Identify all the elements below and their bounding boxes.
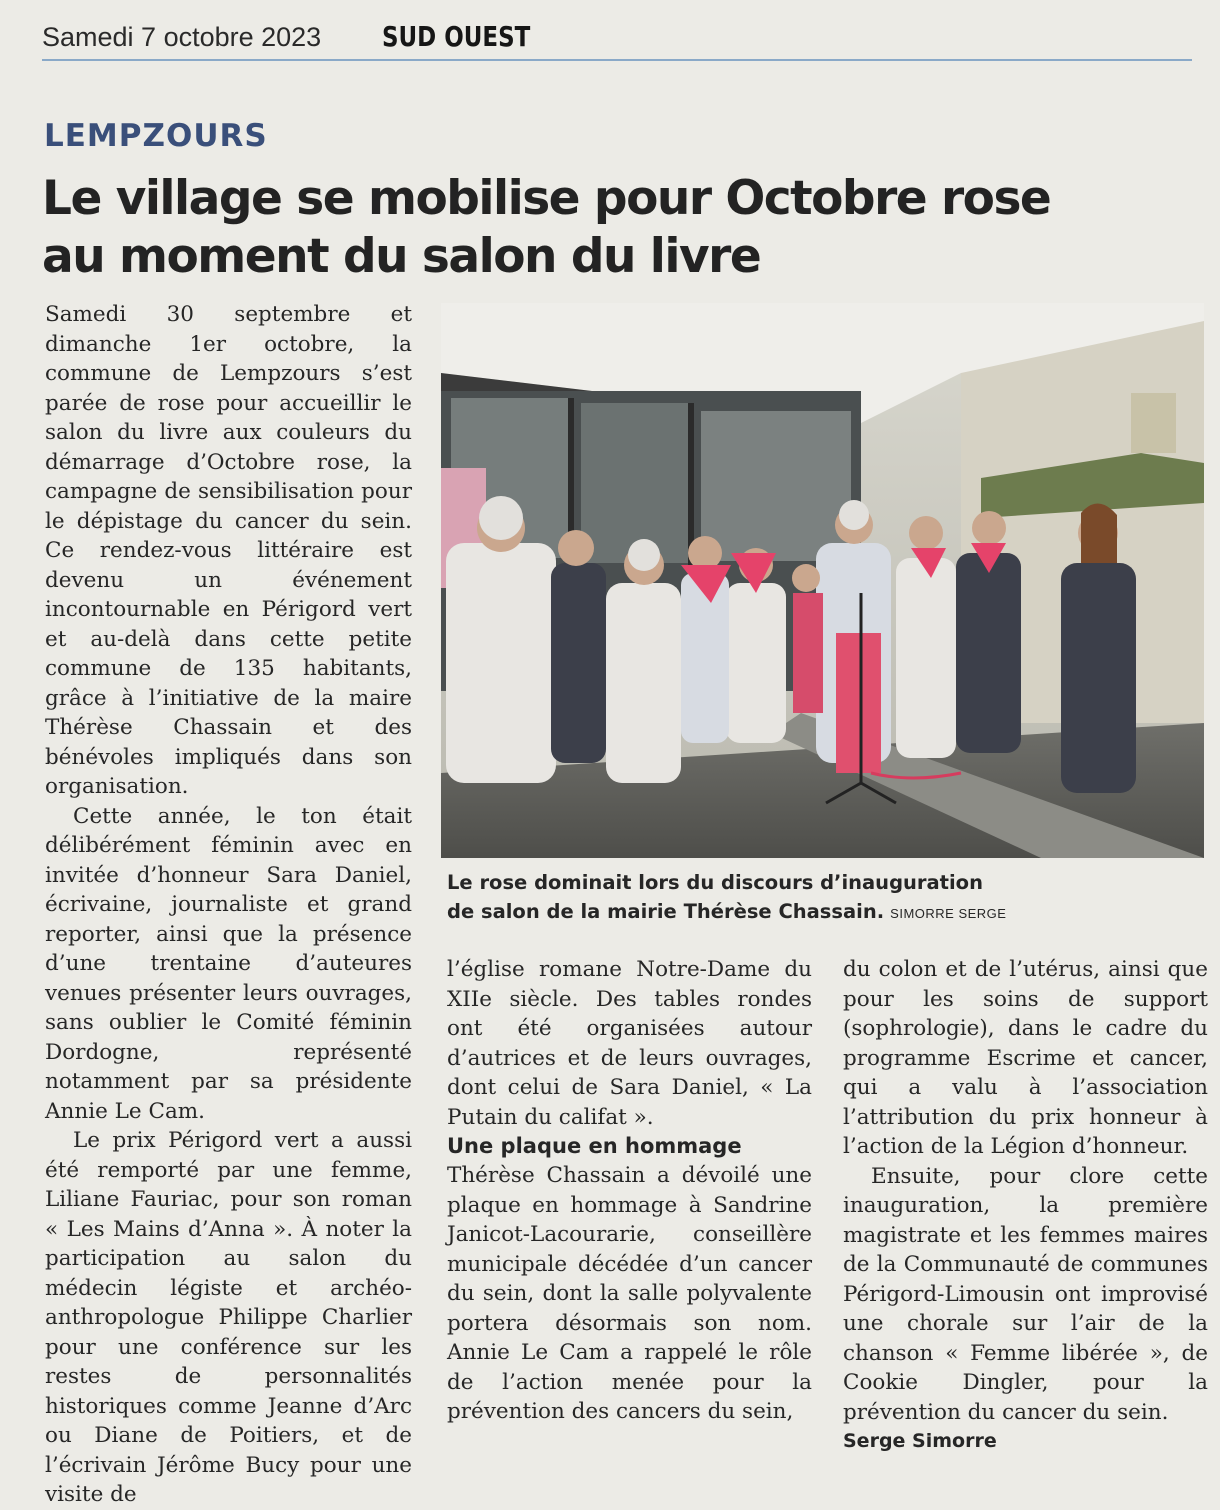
newspaper-name: SUD OUEST — [382, 20, 531, 53]
article-rubric: LEMPZOURS — [44, 118, 268, 154]
headline-line-2: au moment du salon du livre — [42, 229, 761, 284]
paragraph: Thérèse Chassain a dévoilé une plaque en hommage à Sandrine Janicot-Lacourarie, conseillère municipale décédée d’un cancer du sein, dont la salle polyvalente portera désormais son nom. Annie Le Cam a rappelé le rôle de l’action menée pour la prévention des cancers du sein, — [447, 1163, 812, 1424]
paragraph: l’église romane Notre-Dame du XIIe siècle. Des tables rondes ont été organisées autour d’autrices et de leurs ouvrages, dont celui de Sara Daniel, « La Putain du califat ». — [447, 957, 812, 1130]
photo-credit: SIMORRE SERGE — [890, 906, 1007, 921]
paragraph: du colon et de l’utérus, ainsi que pour les soins de support (sophrologie), dans le cadre du programme Escrime et cancer, qui a valu à l’association l’attribution du prix honneur à l’action de la Légion d’honneur. — [843, 957, 1208, 1159]
paragraph: Ensuite, pour clore cette inauguration, la première magistrate et les femmes maires de la Communauté de communes Périgord-Limousin ont improvisé une chorale sur l’air de la chanson « Femme libérée », de Cookie Dingler, pour la prévention du cancer du sein. — [843, 1163, 1208, 1425]
issue-date: Samedi 7 octobre 2023 — [42, 22, 322, 52]
photo-caption — [447, 868, 1207, 928]
inauguration-photo-illustration — [441, 303, 1204, 858]
page-header — [42, 18, 1192, 58]
caption-line-2: de salon de la mairie Thérèse Chassain. — [447, 900, 885, 923]
article-subhead: Une plaque en hommage — [447, 1134, 742, 1158]
caption-line-1: Le rose dominait lors du discours d’inauguration — [447, 871, 983, 894]
article-column-1 — [45, 300, 412, 1510]
author-signature: Serge Simorre — [843, 1430, 997, 1452]
article-column-3 — [843, 955, 1208, 1457]
headline-line-1: Le village se mobilise pour Octobre rose — [42, 171, 1051, 226]
header-rule — [42, 59, 1192, 61]
paragraph: Samedi 30 septembre et dimanche 1er octobre, la commune de Lempzours s’est parée de rose pour accueillir le salon du livre aux couleurs du démarrage d’Octobre rose, la campagne de sensibilisation pour le dépistage du cancer du sein. Ce rendez-vous littéraire est devenu un événement incontournable en Périgord vert et au-delà dans cette petite commune de 135 habitants, grâce à l’initiative de la maire Thérèse Chassain et des bénévoles impliqués dans son organisation. — [45, 302, 412, 799]
article-column-2 — [447, 955, 812, 1427]
paragraph: Le prix Périgord vert a aussi été remporté par une femme, Liliane Fauriac, pour son roman « Les Mains d’Anna ». À noter la participation au salon du médecin légiste et archéo-anthropologue Philippe Charlier pour une conférence sur les restes de personnalités historiques comme Jeanne d’Arc ou Diane de Poitiers, et de l’écrivain Jérôme Bucy pour une visite de — [45, 1128, 412, 1507]
article-photo — [441, 303, 1204, 858]
paragraph: Cette année, le ton était délibérément féminin avec en invitée d’honneur Sara Daniel, écrivaine, journaliste et grand reporter, ainsi que la présence d’une trentaine d’auteures venues présenter leurs ouvrages, sans oublier le Comité féminin Dordogne, représenté notamment par sa présidente Annie Le Cam. — [45, 803, 412, 1124]
article-headline — [42, 170, 1192, 286]
